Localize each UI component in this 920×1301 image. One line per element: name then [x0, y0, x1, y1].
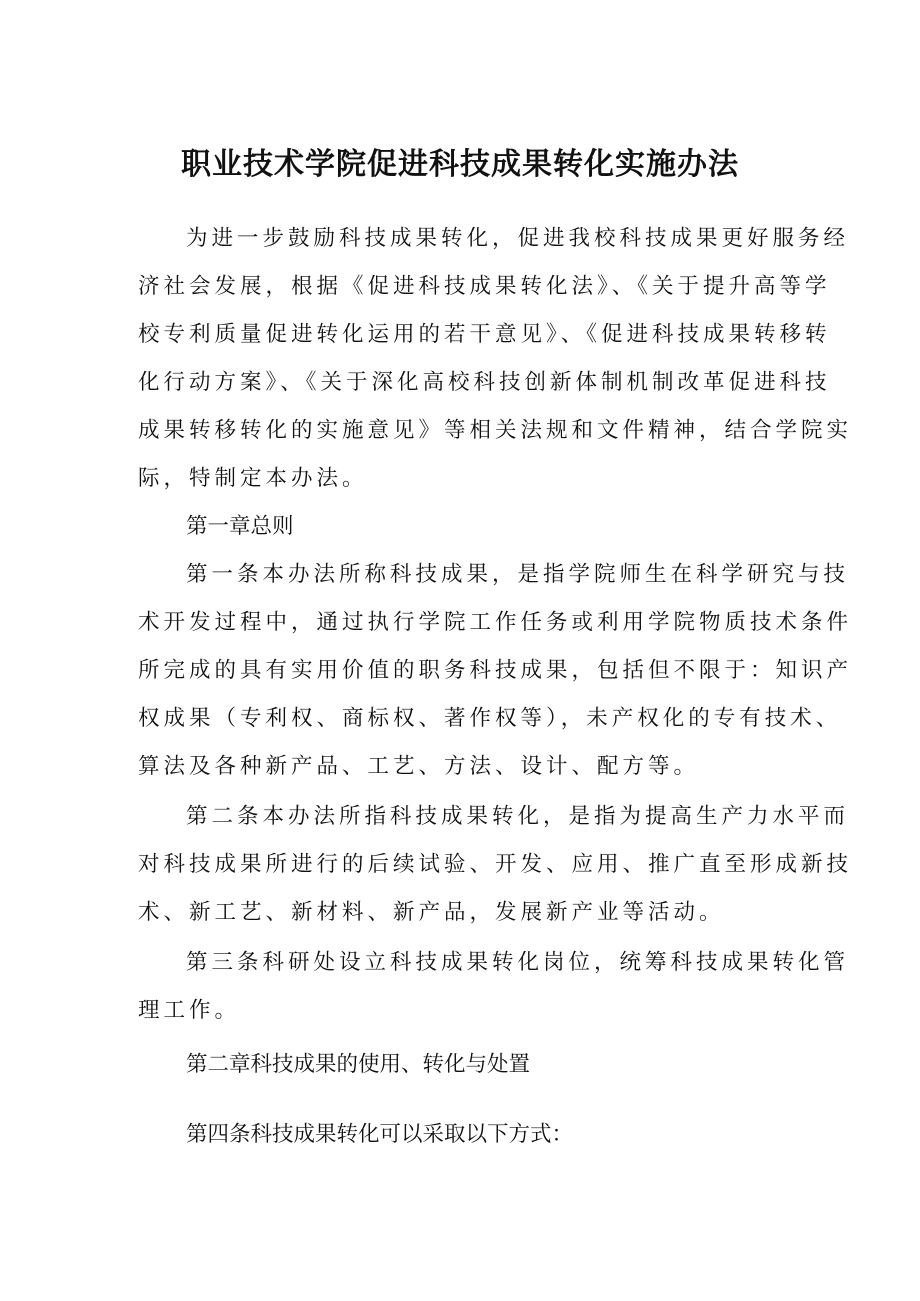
paragraph-line: 为进一步鼓励科技成果转化，促进我校科技成果更好服务经 — [186, 226, 850, 251]
paragraph-line: 第二条本办法所指科技成果转化，是指为提高生产力水平而 — [186, 804, 850, 829]
paragraph-line: 化行动方案》、《关于深化高校科技创新体制机制改革促进科技 — [138, 370, 831, 395]
paragraph-line: 术、新工艺、新材料、新产品，发展新产业等活动。 — [138, 900, 725, 925]
paragraph-line: 第四条科技成果转化可以采取以下方式： — [186, 1122, 574, 1147]
paragraph-line: 第一条本办法所称科技成果，是指学院师生在科学研究与技 — [186, 562, 850, 587]
paragraph-line: 第三条科研处设立科技成果转化岗位，统筹科技成果转化管 — [186, 950, 850, 975]
paragraph-line: 所完成的具有实用价值的职务科技成果，包括但不限于：知识产 — [138, 658, 853, 683]
paragraph-line: 际，特制定本办法。 — [138, 466, 368, 491]
paragraph-line: 算法及各种新产品、工艺、方法、设计、配方等。 — [138, 754, 700, 779]
paragraph-line: 对科技成果所进行的后续试验、开发、应用、推广直至形成新技 — [138, 852, 853, 877]
paragraph-line: 理工作。 — [138, 998, 241, 1023]
paragraph-line: 权成果（专利权、商标权、著作权等），未产权化的专有技术、 — [138, 706, 842, 731]
paragraph-line: 校专利质量促进转化运用的若干意见》、《促进科技成果转移转 — [138, 322, 831, 347]
paragraph-line: 术开发过程中，通过执行学院工作任务或利用学院物质技术条件 — [138, 610, 853, 635]
document-title: 职业技术学院促进科技成果转化实施办法 — [181, 147, 739, 182]
chapter-heading: 第一章总则 — [186, 514, 294, 539]
paragraph-line: 济社会发展，根据《促进科技成果转化法》、《关于提升高等学 — [138, 274, 831, 299]
chapter-heading: 第二章科技成果的使用、转化与处置 — [186, 1052, 531, 1077]
paragraph-line: 成果转移转化的实施意见》等相关法规和文件精神，结合学院实 — [138, 418, 853, 443]
